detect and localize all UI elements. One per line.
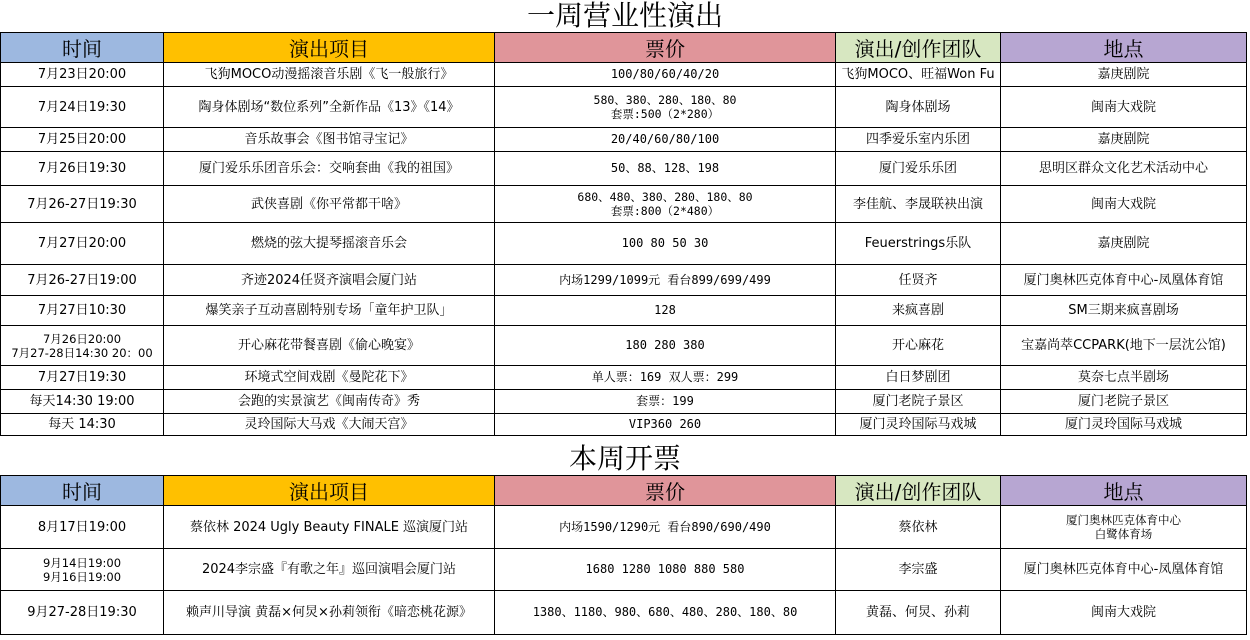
program-text: 飞狗MOCO动漫摇滚音乐剧《飞一般旅行》 <box>204 67 454 82</box>
cell-time <box>1 128 164 152</box>
cell-program <box>164 63 495 87</box>
program-text: 开心麻花带餐喜剧《偷心晚宴》 <box>237 338 420 353</box>
cell-venue <box>1001 63 1247 87</box>
cell-time <box>1 296 164 326</box>
cell-program <box>164 591 495 635</box>
header-team: 演出/创作团队 <box>836 476 1001 506</box>
program-text: 灵玲国际大马戏《大闹天宫》 <box>244 417 414 432</box>
cell-venue <box>1001 506 1247 549</box>
program-text: 环境式空间戏剧《曼陀花下》 <box>244 370 414 385</box>
cell-team <box>836 366 1001 390</box>
cell-program <box>164 390 495 414</box>
cell-venue <box>1001 366 1247 390</box>
cell-program <box>164 326 495 366</box>
weekly-row <box>1 326 1247 366</box>
venue-text: 莫奈七点半剧场 <box>1077 370 1169 385</box>
cell-price <box>495 390 836 414</box>
cell-price <box>495 223 836 265</box>
cell-team <box>836 223 1001 265</box>
header-time: 时间 <box>1 476 164 506</box>
price-text: 100 80 50 30 <box>621 236 709 250</box>
cell-team <box>836 549 1001 591</box>
program-text: 会跑的实景演艺《闽南传奇》秀 <box>237 394 420 409</box>
cell-price <box>495 366 836 390</box>
weekly-row <box>1 63 1247 87</box>
team-text: 陶身体剧场 <box>885 99 951 115</box>
cell-price <box>495 152 836 186</box>
price-text: 50、88、128、198 <box>610 161 720 175</box>
cell-time <box>1 549 164 591</box>
cell-venue <box>1001 223 1247 265</box>
venue-text: 闽南大戏院 <box>1090 605 1156 620</box>
cell-program <box>164 223 495 265</box>
cell-price <box>495 265 836 296</box>
cell-program <box>164 414 495 436</box>
weekly-row <box>1 366 1247 390</box>
program-text: 赖声川导演 黄磊×何炅×孙莉领衔《暗恋桃花源》 <box>186 605 472 620</box>
program-text: 蔡依林 2024 Ugly Beauty FINALE 巡演厦门站 <box>189 519 469 535</box>
venue-text: 厦门奥林匹克体育中心-凤凰体育馆 <box>1023 272 1224 288</box>
time-text: 7月27-28日14:30 20：00 <box>11 345 153 360</box>
weekly-title: 一周营业性演出 <box>526 0 723 32</box>
venue-text: 厦门奥林匹克体育中心-凤凰体育馆 <box>1023 562 1224 577</box>
team-text: 任贤齐 <box>898 272 938 288</box>
program-text: 2024李宗盛『有歌之年』巡回演唱会厦门站 <box>201 562 457 577</box>
cell-program <box>164 296 495 326</box>
weekly-row <box>1 414 1247 436</box>
program-text: 武侠喜剧《你平常都干啥》 <box>250 196 407 212</box>
cell-venue <box>1001 128 1247 152</box>
venue-text: 厦门奥林匹克体育中心 <box>1066 513 1181 527</box>
price-text: 单人票：169 双人票：299 <box>591 370 739 384</box>
weekly-row <box>1 296 1247 326</box>
venue-text: SM三期来疯喜剧场 <box>1068 303 1179 318</box>
onsale-row <box>1 591 1247 635</box>
onsale-header-row <box>1 476 1247 506</box>
team-text: 厦门爱乐乐团 <box>878 161 957 176</box>
cell-price <box>495 506 836 549</box>
price-text: 680、480、380、280、180、80 <box>577 190 753 204</box>
onsale-row <box>1 506 1247 549</box>
cell-venue <box>1001 326 1247 366</box>
cell-time <box>1 591 164 635</box>
team-text: 飞狗MOCO、旺福Won Fu <box>841 67 995 82</box>
header-time: 时间 <box>1 33 164 63</box>
time-text: 7月27日19:30 <box>37 370 127 385</box>
cell-time <box>1 366 164 390</box>
cell-venue <box>1001 152 1247 186</box>
weekly-row <box>1 128 1247 152</box>
weekly-row <box>1 265 1247 296</box>
team-text: 黄磊、何炅、孙莉 <box>865 605 970 620</box>
cell-price <box>495 296 836 326</box>
team-text: Feuerstrings乐队 <box>864 236 972 251</box>
cell-price <box>495 591 836 635</box>
price-text: 套票:800（2*480） <box>610 204 720 218</box>
weekly-performances-table <box>0 32 1247 436</box>
cell-time <box>1 506 164 549</box>
header-venue: 地点 <box>1001 476 1247 506</box>
header-program: 演出项目 <box>164 476 495 506</box>
cell-program <box>164 506 495 549</box>
time-text: 7月26日20:00 <box>42 331 122 346</box>
cell-time <box>1 87 164 128</box>
cell-price <box>495 186 836 223</box>
cell-time <box>1 186 164 223</box>
time-text: 9月16日19:00 <box>42 569 122 584</box>
time-text: 7月24日19:30 <box>37 99 127 115</box>
cell-team <box>836 63 1001 87</box>
team-text: 厦门老院子景区 <box>872 394 964 409</box>
time-text: 9月27-28日19:30 <box>27 605 137 620</box>
venue-text: 闽南大戏院 <box>1090 196 1156 212</box>
cell-venue <box>1001 591 1247 635</box>
team-text: 李佳航、李晟联袂出演 <box>852 196 983 212</box>
venue-text: 白鹭体育场 <box>1094 527 1153 541</box>
team-text: 李宗盛 <box>898 562 938 577</box>
cell-time <box>1 223 164 265</box>
time-text: 7月25日20:00 <box>37 132 127 147</box>
time-text: 7月23日20:00 <box>37 67 127 82</box>
cell-venue <box>1001 390 1247 414</box>
cell-team <box>836 87 1001 128</box>
team-text: 蔡依林 <box>898 519 938 535</box>
weekly-row <box>1 223 1247 265</box>
time-text: 7月26日19:30 <box>37 161 127 176</box>
venue-text: 嘉庚剧院 <box>1097 132 1150 147</box>
header-price: 票价 <box>495 476 836 506</box>
price-text: VIP360 260 <box>628 417 702 431</box>
program-text: 燃烧的弦大提琴摇滚音乐会 <box>250 236 407 251</box>
program-text: 齐迹2024任贤齐演唱会厦门站 <box>240 272 418 288</box>
onsale-title: 本周开票 <box>568 442 681 475</box>
price-text: 内场1299/1099元 看台899/699/499 <box>559 272 771 287</box>
price-text: 1380、1180、980、680、480、280、180、80 <box>532 605 798 619</box>
venue-text: 厦门灵玲国际马戏城 <box>1064 417 1182 432</box>
time-text: 7月26-27日19:00 <box>27 272 137 288</box>
onsale-row <box>1 549 1247 591</box>
header-program: 演出项目 <box>164 33 495 63</box>
cell-team <box>836 152 1001 186</box>
time-text: 每天 14:30 <box>48 417 116 432</box>
venue-text: 厦门老院子景区 <box>1077 394 1169 409</box>
price-text: 180 280 380 <box>625 338 705 352</box>
cell-team <box>836 186 1001 223</box>
venue-text: 宝嘉尚萃CCPARK(地下一层沈公馆) <box>1021 338 1226 353</box>
cell-time <box>1 326 164 366</box>
cell-program <box>164 366 495 390</box>
price-text: 580、380、280、180、80 <box>593 93 737 107</box>
cell-team <box>836 265 1001 296</box>
cell-venue <box>1001 414 1247 436</box>
program-text: 陶身体剧场“数位系列”全新作品《13》《14》 <box>198 99 460 115</box>
program-text: 音乐故事会《图书馆寻宝记》 <box>244 132 414 147</box>
price-text: 100/80/60/40/20 <box>610 67 720 81</box>
weekly-row <box>1 152 1247 186</box>
team-text: 厦门灵玲国际马戏城 <box>859 417 977 432</box>
price-text: 套票：199 <box>636 394 694 408</box>
team-text: 来疯喜剧 <box>891 303 944 318</box>
cell-team <box>836 506 1001 549</box>
weekly-row <box>1 186 1247 223</box>
cell-venue <box>1001 87 1247 128</box>
team-text: 开心麻花 <box>891 338 944 353</box>
weekly-header-row <box>1 33 1247 63</box>
header-venue: 地点 <box>1001 33 1247 63</box>
venue-text: 闽南大戏院 <box>1090 99 1156 115</box>
time-text: 7月26-27日19:30 <box>27 196 137 212</box>
team-text: 四季爱乐室内乐团 <box>865 132 970 147</box>
cell-venue <box>1001 186 1247 223</box>
time-text: 9月14日19:00 <box>42 555 122 570</box>
cell-price <box>495 63 836 87</box>
program-text: 厦门爱乐乐团音乐会：交响套曲《我的祖国》 <box>198 161 459 176</box>
cell-team <box>836 414 1001 436</box>
onsale-table <box>0 475 1247 635</box>
cell-program <box>164 87 495 128</box>
cell-team <box>836 390 1001 414</box>
cell-program <box>164 152 495 186</box>
cell-price <box>495 87 836 128</box>
time-text: 7月27日10:30 <box>37 303 127 318</box>
price-text: 1680 1280 1080 880 580 <box>585 562 745 576</box>
price-text: 20/40/60/80/100 <box>610 132 720 146</box>
cell-program <box>164 128 495 152</box>
cell-time <box>1 63 164 87</box>
price-text: 套票:500（2*280） <box>610 107 720 121</box>
venue-text: 嘉庚剧院 <box>1097 67 1150 82</box>
cell-team <box>836 296 1001 326</box>
cell-venue <box>1001 296 1247 326</box>
weekly-row <box>1 390 1247 414</box>
price-text: 128 <box>654 303 676 317</box>
cell-venue <box>1001 265 1247 296</box>
cell-price <box>495 549 836 591</box>
cell-team <box>836 128 1001 152</box>
cell-time <box>1 390 164 414</box>
cell-price <box>495 128 836 152</box>
cell-program <box>164 265 495 296</box>
cell-venue <box>1001 549 1247 591</box>
cell-program <box>164 186 495 223</box>
cell-team <box>836 591 1001 635</box>
time-text: 7月27日20:00 <box>37 236 127 251</box>
time-text: 每天14:30 19:00 <box>29 394 135 409</box>
venue-text: 嘉庚剧院 <box>1097 236 1150 251</box>
time-text: 8月17日19:00 <box>37 519 127 535</box>
team-text: 白日梦剧团 <box>885 370 951 385</box>
header-price: 票价 <box>495 33 836 63</box>
cell-program <box>164 549 495 591</box>
cell-time <box>1 152 164 186</box>
cell-price <box>495 414 836 436</box>
cell-team <box>836 326 1001 366</box>
program-text: 爆笑亲子互动喜剧特别专场「童年护卫队」 <box>205 303 453 318</box>
cell-time <box>1 414 164 436</box>
cell-time <box>1 265 164 296</box>
cell-price <box>495 326 836 366</box>
price-text: 内场1590/1290元 看台890/690/490 <box>559 519 771 534</box>
weekly-row <box>1 87 1247 128</box>
header-team: 演出/创作团队 <box>836 33 1001 63</box>
venue-text: 思明区群众文化艺术活动中心 <box>1038 161 1208 176</box>
